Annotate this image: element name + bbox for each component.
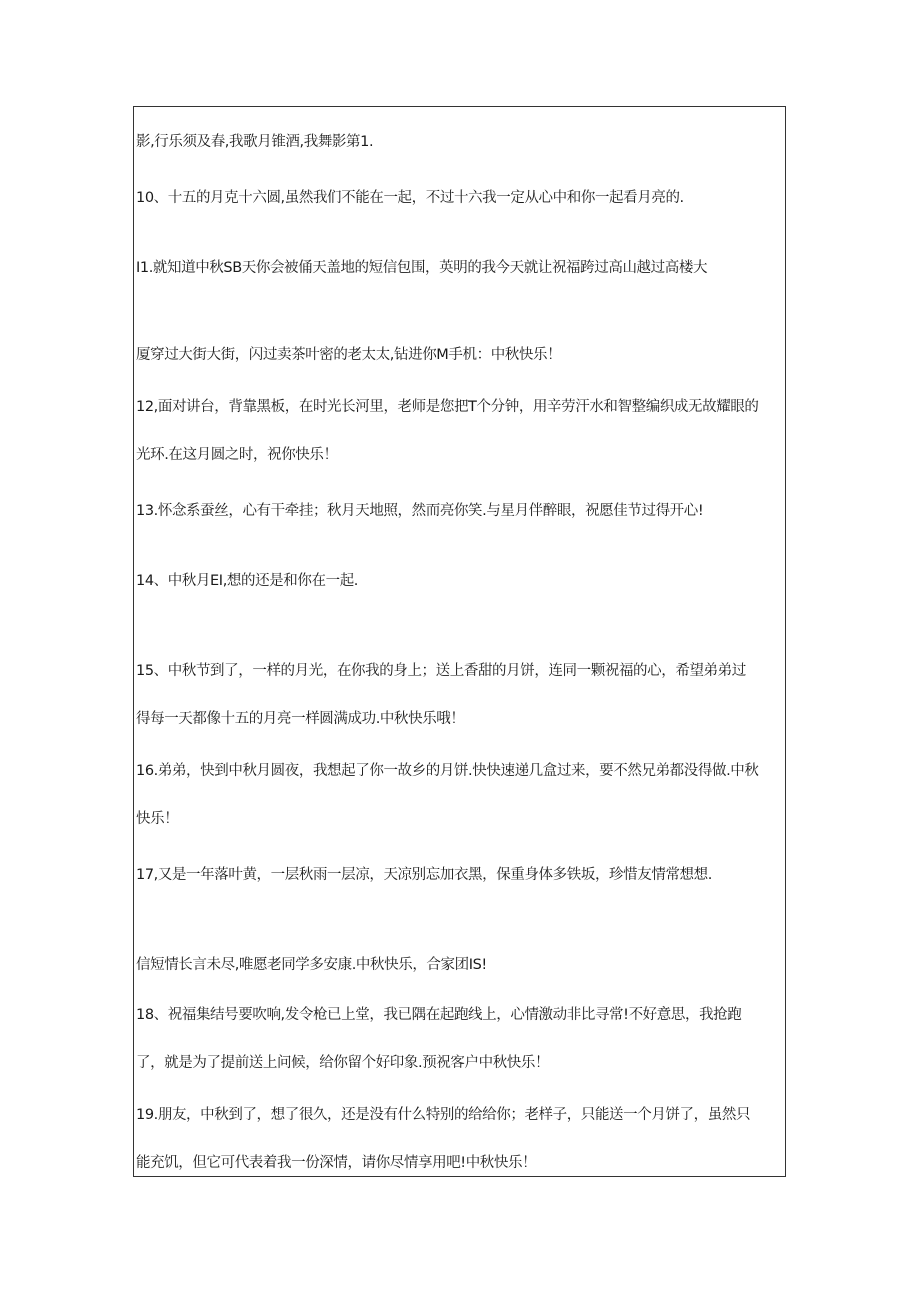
text-line: 19.朋友，中秋到了，想了很久，还是没有什么特别的给给你；老样子，只能送一个月饼了，虽然只 <box>136 1107 751 1123</box>
text-line: 得每一天都像十五的月亮一样圆满成功.中秋快乐哦！ <box>136 711 465 727</box>
text-line: 17,又是一年落叶黄，一层秋雨一层凉，天凉别忘加衣黑，保重身体多铁坂，珍惜友情常想想. <box>136 867 712 883</box>
text-line: 12,面对讲台，背靠黑板，在时光长河里，老师是您把T个分钟，用辛劳汗水和智整编织成无故耀眼的 <box>136 399 759 415</box>
text-line: 能充饥，但它可代表着我一份深情，请你尽情享用吧!中秋快乐！ <box>136 1155 537 1171</box>
text-line: 15、中秋节到了，一样的月光，在你我的身上；送上香甜的月饼，连同一颗祝福的心，希望弟弟过 <box>136 663 746 679</box>
text-line: 光环.在这月圆之时，祝你快乐！ <box>136 447 338 463</box>
text-line: 14、中秋月EI,想的还是和你在一起. <box>136 573 359 589</box>
text-line: 厦穿过大街大街，闪过卖茶叶密的老太太,钻进你M手机：中秋快乐！ <box>136 347 562 363</box>
text-line: 影,行乐须及春,我歌月锥酒,我舞影第1. <box>136 134 374 150</box>
text-line: 16.弟弟，快到中秋月圆夜，我想起了你一故乡的月饼.快快速递几盒过来，要不然兄弟都没得做.中秋 <box>136 763 759 779</box>
text-line: 18、祝福集结号要吹响,发令枪已上堂，我已隅在起跑线上，心情激动非比寻常!不好意思，我抢跑 <box>136 1007 742 1023</box>
text-line: 快乐！ <box>136 811 179 827</box>
text-line: 了，就是为了提前送上问候，给你留个好印象.预祝客户中秋快乐！ <box>136 1055 550 1071</box>
text-line: 信短情长言未尽,唯愿老同学多安康.中秋快乐，合家团IS! <box>136 957 487 973</box>
text-line: I1.就知道中秋SB天你会被俑天盖地的短信包围，英明的我今天就让祝福跨过高山越过高楼大 <box>136 260 708 276</box>
text-line: 13.怀念系蚕丝，心有干牵挂；秋月天地照，然而亮你笑.与星月伴醉眼，祝愿佳节过得开心! <box>136 503 704 519</box>
text-line: 10、十五的月克十六圆,虽然我们不能在一起，不过十六我一定从心中和你一起看月亮的. <box>136 190 684 206</box>
